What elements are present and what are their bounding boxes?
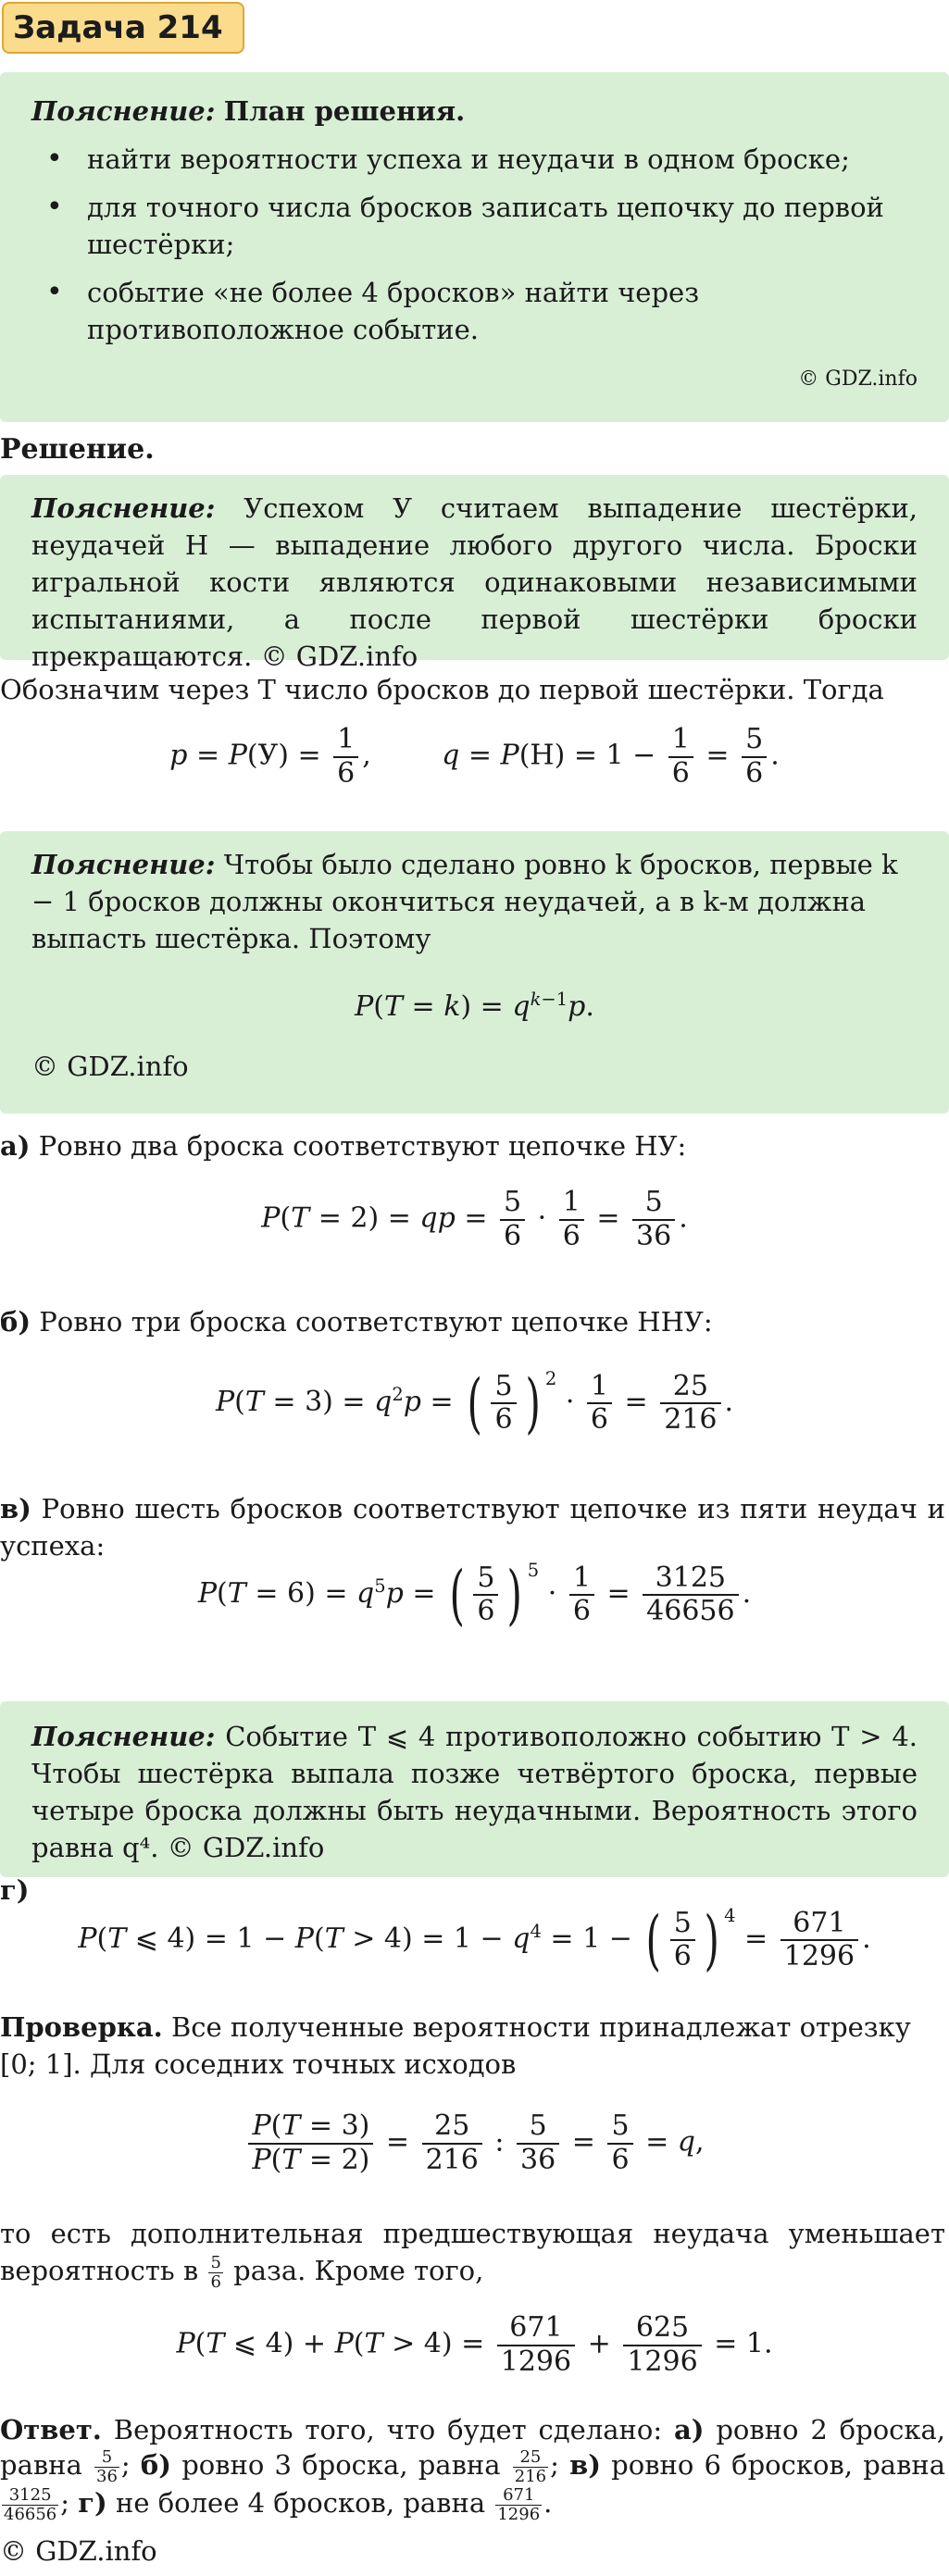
- plan-list: [31, 141, 918, 348]
- formula-a: P(T = 2) = qp = $\frac{5}{6}$ · $\frac{1}{6}$ = $\frac{5}{36}$ .: [261, 1186, 688, 1252]
- explain3-label: Пояснение:: [31, 1721, 216, 1752]
- plan-box: [0, 72, 949, 422]
- answer-v-text: ровно 6 бросков, равна: [611, 2449, 946, 2481]
- formula-check-sum: P(T ⩽ 4) + P(T > 4) = $\frac{671}{1296}$ + $\frac{625}{1296}$ = 1.: [176, 2311, 773, 2378]
- explain1-label: Пояснение:: [31, 492, 216, 524]
- part-v-text: [0, 1490, 949, 1564]
- plan-header: [31, 93, 918, 130]
- part-b-body: Ровно три броска соответствуют цепочке ННУ:: [39, 1306, 713, 1338]
- explain1-copyright: © GDZ.info: [260, 641, 418, 672]
- solution-heading: Решение.: [0, 433, 155, 466]
- formula-g: P(T ⩽ $4) = 1 - P(T > 4) = 1 - q^4 = 1$ − ( $\frac{5}{6}$ ) $^4$ = $\frac{671}{1296}$ .: [78, 1902, 871, 1978]
- check-body-1: Все полученные вероятности принадлежат отрезку [0; 1]. Для соседних точных исходов: [0, 2011, 911, 2080]
- part-v-label: в): [0, 1493, 31, 1524]
- part-b-label: б): [0, 1306, 31, 1338]
- formula-v: $P(T = 6) = q^5p$ = ( $\frac{5}{6}$ ) $^5$ · $\frac{1}{6}$ = $\frac{3125}{46656}$ .: [197, 1557, 752, 1633]
- plan-heading: План решения.: [223, 95, 466, 127]
- plan-label: Пояснение:: [31, 95, 216, 127]
- answer-a-label: а): [673, 2414, 705, 2445]
- answer-b-label: б): [140, 2449, 171, 2481]
- explain3-text: Событие T ⩽ 4 противоположно событию T > 4. Чтобы шестёрка выпала позже четвёртого броска, первые четыре броска должны быть неудачными. Вероятность этого равна q⁴.: [31, 1721, 918, 1863]
- explain-box-1: [0, 475, 949, 672]
- answer-v-label: в): [569, 2449, 601, 2481]
- task-title: Задача 214: [2, 2, 244, 54]
- formula-b: $P(T = 3) = q^2p$ = ( $\frac{5}{6}$ ) $^2$ · $\frac{1}{6}$ = $\frac{25}{216}$ .: [215, 1365, 734, 1441]
- answer-intro: Вероятность того, что будет сделано:: [113, 2414, 663, 2445]
- part-a-body: Ровно два броска соответствуют цепочке НУ:: [38, 1130, 687, 1162]
- part-a-label: а): [0, 1130, 31, 1162]
- explain-box-3: [0, 1701, 949, 1877]
- check-text: [0, 2009, 949, 2083]
- answer-g-label: г): [78, 2487, 107, 2520]
- footer-copyright: © GDZ.info: [0, 2535, 157, 2567]
- formula-general: $P(T = k) = q^{k-1}p$.: [355, 989, 594, 1023]
- explain2-label: Пояснение:: [31, 849, 216, 880]
- part-v-body: Ровно шесть бросков соответствуют цепочке из пяти неудач и успеха:: [0, 1493, 945, 1562]
- plan-item: • событие «не более 4 бросков» найти через противоположное событие.: [31, 274, 918, 348]
- explain2-copyright: © GDZ.info: [31, 1051, 189, 1082]
- answer-g-text: не более 4 бросков, равна: [115, 2487, 486, 2520]
- explain3-copyright: © GDZ.info: [167, 1832, 325, 1863]
- intro-text: Обозначим через T число бросков до первой шестёрки. Тогда: [0, 674, 884, 705]
- check-text-2: то есть дополнительная предшествующая неудача уменьшает вероятность в $\frac{5}{6}$ раза. Кроме того,: [0, 2218, 945, 2292]
- check-body-2b: раза. Кроме того,: [233, 2255, 484, 2286]
- part-b-text: [0, 1303, 949, 1340]
- answer-b-text: ровно 3 броска, равна: [181, 2449, 501, 2481]
- plan-item: • найти вероятности успеха и неудачи в одном броске;: [31, 141, 918, 178]
- part-a-text: [0, 1127, 949, 1164]
- formula-p-q: p = P(У) = $\frac{1}{6}$ , q = P(Н) = 1 − $\frac{1}{6}$ = $\frac{5}{6}$ .: [169, 723, 780, 790]
- explain2-body: [31, 846, 918, 957]
- formula-check-ratio: $\frac{P(T = 3)}{P(T = 2)}$ = $\frac{25}{216}$ : $\frac{5}{36}$ = $\frac{5}{6}$ = q,: [0, 2110, 949, 2176]
- answer-label: Ответ.: [0, 2414, 102, 2445]
- check-label: Проверка.: [0, 2011, 163, 2043]
- explain2-text: Чтобы было сделано ровно k бросков, первые k − 1 бросков должны окончиться неудачей, а в k-м должна выпасть шестёрка. Поэтому: [31, 849, 898, 954]
- part-g-label: г): [0, 1874, 30, 1906]
- plan-item: • для точного числа бросков записать цепочку до первой шестёрки;: [31, 189, 918, 263]
- check-body-2a: то есть дополнительная предшествующая неудача уменьшает вероятность в: [0, 2218, 945, 2286]
- explain1-text: Успехом У считаем выпадение шестёрки, неудачей Н — выпадение любого другого числа. Броски игральной кости являются одинаковыми независимыми испытаниями, а после первой шестёрки броски прекращаются.: [31, 492, 918, 672]
- answer-a-text: ровно 2 броска, равна: [0, 2414, 946, 2481]
- plan-copyright: © GDZ.info: [798, 367, 918, 391]
- explain-box-2: [0, 831, 949, 1114]
- answer-text: Ответ. Вероятность того, что будет сделано: а) ровно 2 броска, равна $\frac{5}{36}$ ; б) ровно 3 броска, равна $\frac{25}{216}$ ; в) ровно 6 бросков, равна $\frac{3125}{46656}$ ; г) не более 4 бросков, равна $\frac{671}{1296}$ .: [0, 2414, 946, 2524]
